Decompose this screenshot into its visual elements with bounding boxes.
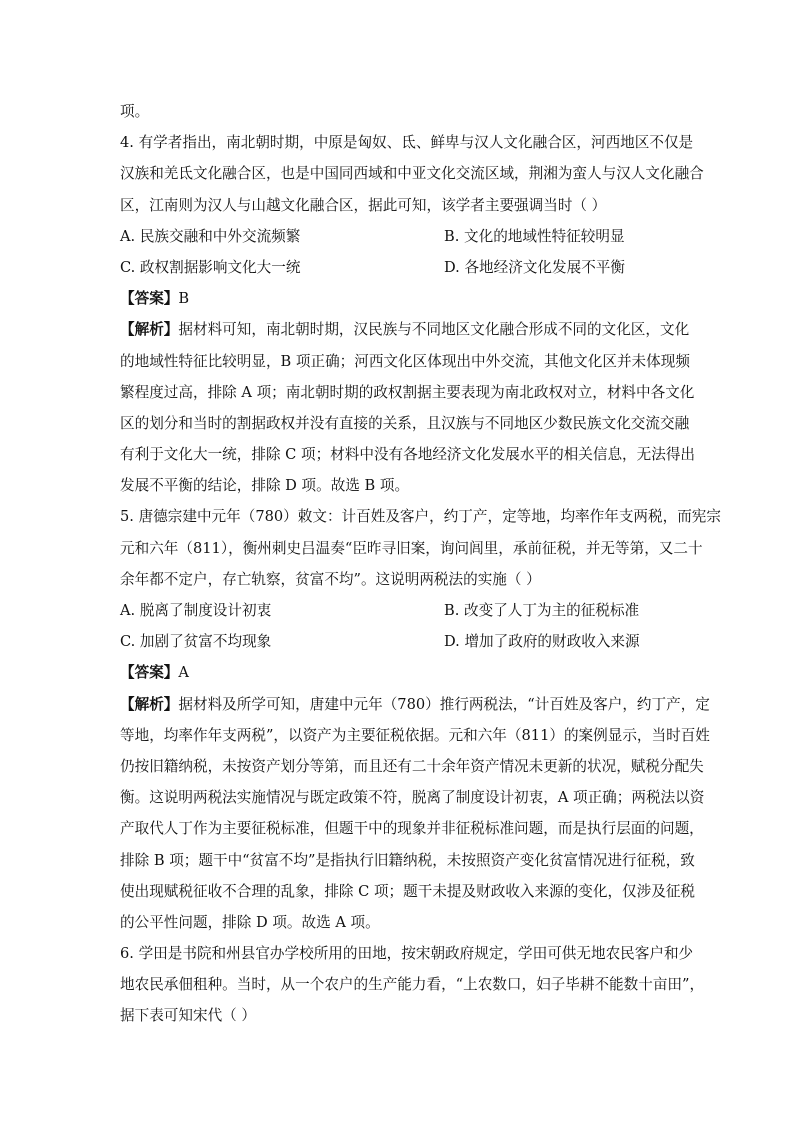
option-a: A. 脱离了制度设计初衷 <box>120 602 272 619</box>
option-c: C. 政权割据影响文化大一统 <box>120 258 301 276</box>
answer-line <box>120 657 680 688</box>
option-a: A. 民族交融和中外交流频繁 <box>120 227 301 245</box>
question-4 <box>120 127 704 501</box>
options-row <box>120 595 680 626</box>
question-stem-line: 余年都不定户，存亡轨察，贫富不均”。这说明两税法的实施（ ） <box>120 570 541 588</box>
question-stem-line: 元和六年（811），衡州刺史吕温奏“臣昨寻旧案，询问闾里，承前征税，并无等第，又二十 <box>120 539 703 557</box>
options-row <box>120 252 680 283</box>
analysis-line: 的地域性特征比较明显，B 项正确；河西文化区体现出中外交流，其他文化区并未体现频 <box>120 352 690 370</box>
question-6 <box>120 938 705 1032</box>
question-stem-line: 据下表可知宋代（ ） <box>120 1007 256 1025</box>
analysis-line: 繁程度过高，排除 A 项；南北朝时期的政权割据主要表现为南北政权对立，材料中各文化 <box>120 383 695 401</box>
analysis-line <box>120 314 690 345</box>
analysis-line: 仍按旧籍纳税，未按资产划分等第，而且还有二十余年资产情况未更新的状况，赋税分配失 <box>120 757 704 775</box>
option-d: D. 各地经济文化发展不平衡 <box>444 258 625 276</box>
analysis-text: 据材料可知，南北朝时期，汉民族与不同地区文化融合形成不同的文化区，文化 <box>178 321 690 339</box>
analysis-line: 衡。这说明两税法实施情况与既定政策不符，脱离了制度设计初衷，A 项正确；两税法以资 <box>120 789 705 807</box>
analysis-line: 使出现赋税征收不合理的乱象，排除 C 项；题干未提及财政收入来源的变化，仅涉及征税 <box>120 882 696 900</box>
answer-value: B <box>178 290 190 308</box>
answer-label: 【答案】 <box>120 664 179 682</box>
analysis-line: 排除 B 项；题干中“贫富不均”是指执行旧籍纳税，未按照资产变化贫富情况进行征税，致 <box>120 851 695 869</box>
analysis-text: 据材料及所学可知，唐建中元年（780）推行两税法，“计百姓及客户，约丁产，定 <box>178 695 710 713</box>
question-stem-line: 汉族和羌氐文化融合区，也是中国同西域和中亚文化交流区域，荆湘为蛮人与汉人文化融合 <box>120 165 704 183</box>
answer-label: 【答案】 <box>120 290 179 308</box>
option-c: C. 加剧了贫富不均现象 <box>120 633 272 651</box>
question-stem-line: 地农民承佃租种。当时，从一个农户的生产能力看，“上农数口，妇子毕耕不能数十亩田”， <box>120 976 705 994</box>
options-row <box>120 221 680 252</box>
analysis-label: 【解析】 <box>120 321 179 339</box>
option-b: B. 文化的地域性特征较明显 <box>444 227 625 245</box>
document-page <box>120 96 721 1032</box>
question-stem-line: 5. 唐德宗建中元年（780）敕文：计百姓及客户，约丁产，定等地，均率作年支两税，而宪宗 <box>120 508 721 526</box>
answer-value: A <box>178 664 189 682</box>
question-stem-line: 4. 有学者指出，南北朝时期，中原是匈奴、氐、鲜卑与汉人文化融合区，河西地区不仅是 <box>120 134 694 152</box>
text-line: 项。 <box>120 103 150 120</box>
options-row <box>120 626 680 657</box>
question-5 <box>120 501 721 938</box>
analysis-line: 产取代人丁作为主要征税标准，但题干中的现象并非征税标准问题，而是执行层面的问题， <box>120 820 704 838</box>
question-stem-line: 6. 学田是书院和州县官办学校所用的田地，按宋朝政府规定，学田可供无地农民客户和少 <box>120 945 694 963</box>
analysis-line <box>120 689 710 720</box>
analysis-label: 【解析】 <box>120 695 179 713</box>
analysis-line: 有利于文化大一统，排除 C 项；材料中没有各地经济文化发展水平的相关信息，无法得出 <box>120 446 696 464</box>
option-b: B. 改变了人丁为主的征税标准 <box>444 602 640 619</box>
analysis-line: 区的划分和当时的割据政权并没有直接的关系，且汉族与不同地区少数民族文化交流交融 <box>120 414 690 432</box>
option-d: D. 增加了政府的财政收入来源 <box>444 633 640 651</box>
analysis-line: 发展不平衡的结论，排除 D 项。故选 B 项。 <box>120 477 410 495</box>
analysis-line: 的公平性问题，排除 D 项。故选 A 项。 <box>120 913 380 931</box>
answer-line <box>120 283 680 314</box>
question-stem-line: 区，江南则为汉人与山越文化融合区，据此可知，该学者主要强调当时（ ） <box>120 196 607 214</box>
analysis-line: 等地，均率作年支两税”，以资产为主要征税依据。元和六年（811）的案例显示，当时百姓 <box>120 726 710 744</box>
